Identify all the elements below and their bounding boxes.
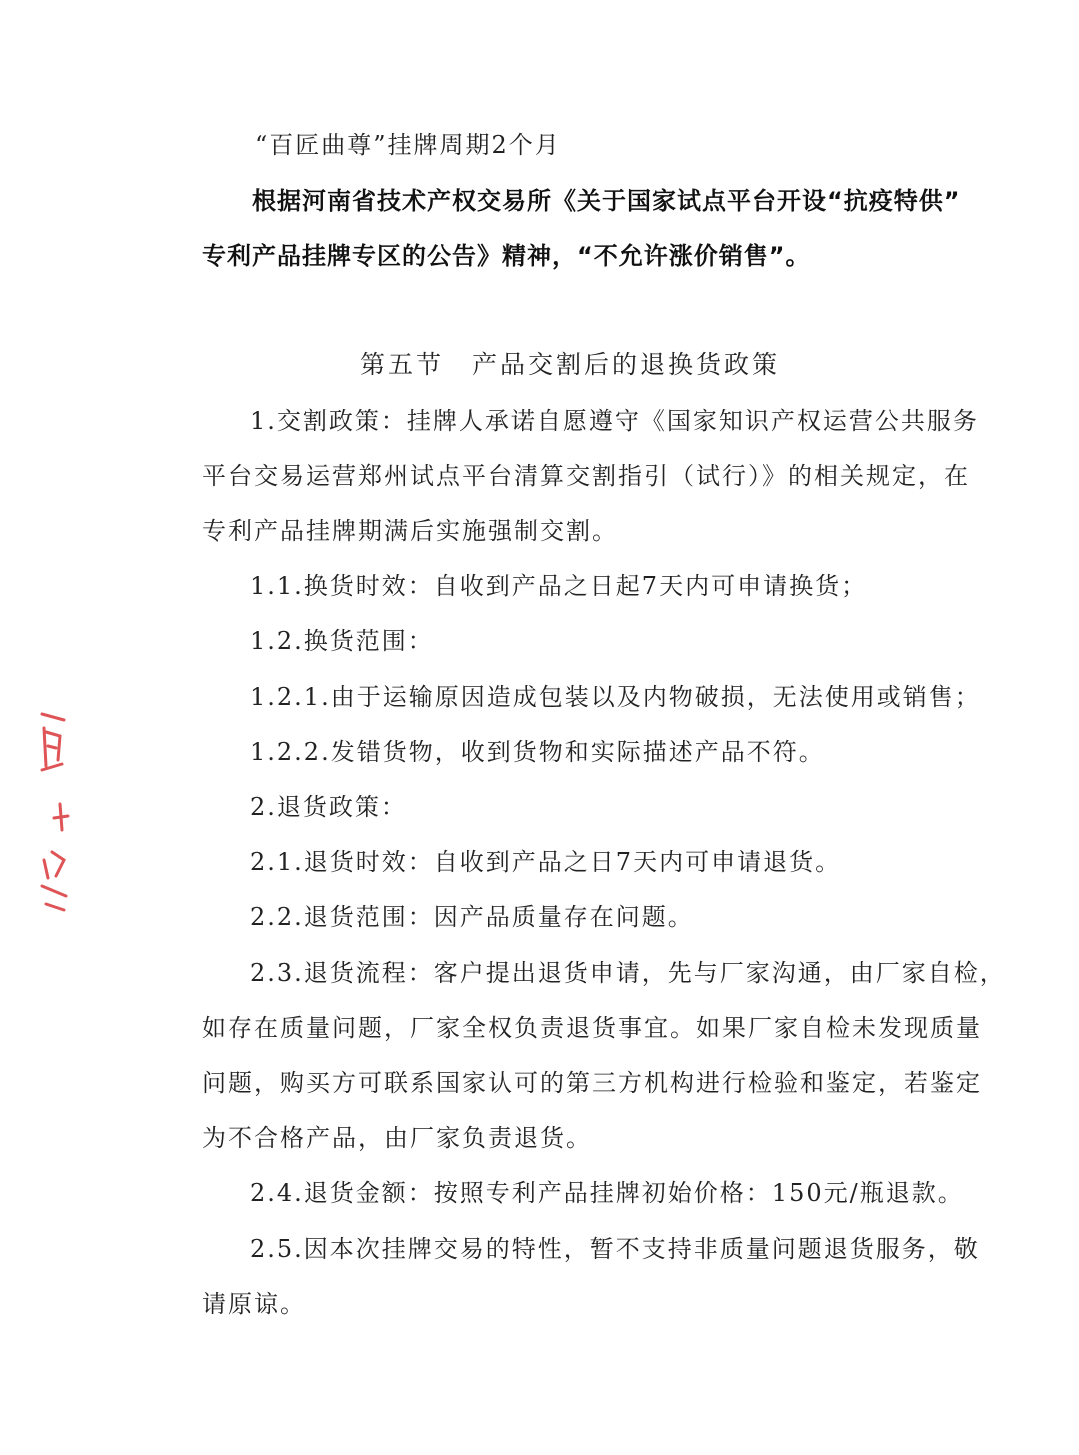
policy-line: 2.4.退货金额：按照专利产品挂牌初始价格：150元/瓶退款。 <box>250 1179 964 1207</box>
policy-line: 如存在质量问题，厂家全权负责退货事宜。如果厂家自检未发现质量 <box>202 1014 982 1042</box>
policy-line: 为不合格产品，由厂家负责退货。 <box>202 1124 592 1152</box>
policy-line: 2.3.退货流程：客户提出退货申请，先与厂家沟通，由厂家自检， <box>250 959 1006 987</box>
policy-line: 专利产品挂牌期满后实施强制交割。 <box>202 517 618 545</box>
policy-line: 2.5.因本次挂牌交易的特性，暂不支持非质量问题退货服务，敬 <box>250 1235 980 1263</box>
notice-line-1: 根据河南省技术产权交易所《关于国家试点平台开设“抗疫特供” <box>252 187 961 215</box>
policy-line: 2.2.退货范围：因产品质量存在问题。 <box>250 903 694 931</box>
policy-line: 请原谅。 <box>202 1290 306 1318</box>
notice-line-2: 专利产品挂牌专区的公告》精神，“不允许涨价销售”。 <box>202 242 811 270</box>
policy-line: 1.1.换货时效：自收到产品之日起7天内可申请换货； <box>250 572 868 600</box>
policy-line: 2.1.退货时效：自收到产品之日7天内可申请退货。 <box>250 848 842 876</box>
red-seal-stamp-icon <box>34 700 84 930</box>
section-title: 第五节 产品交割后的退换货政策 <box>360 350 781 379</box>
policy-line: 1.2.1.由于运输原因造成包装以及内物破损，无法使用或销售； <box>250 683 981 711</box>
policy-line: 2.退货政策： <box>250 793 407 821</box>
policy-line: 问题，购买方可联系国家认可的第三方机构进行检验和鉴定，若鉴定 <box>202 1069 982 1097</box>
listing-period-text: “百匠曲尊”挂牌周期2个月 <box>255 131 561 159</box>
policy-line: 1.2.换货范围： <box>250 627 434 655</box>
policy-line: 平台交易运营郑州试点平台清算交割指引（试行）》的相关规定，在 <box>202 462 970 490</box>
policy-line: 1.交割政策：挂牌人承诺自愿遵守《国家知识产权运营公共服务 <box>250 407 979 435</box>
policy-line: 1.2.2.发错货物，收到货物和实际描述产品不符。 <box>250 738 825 766</box>
